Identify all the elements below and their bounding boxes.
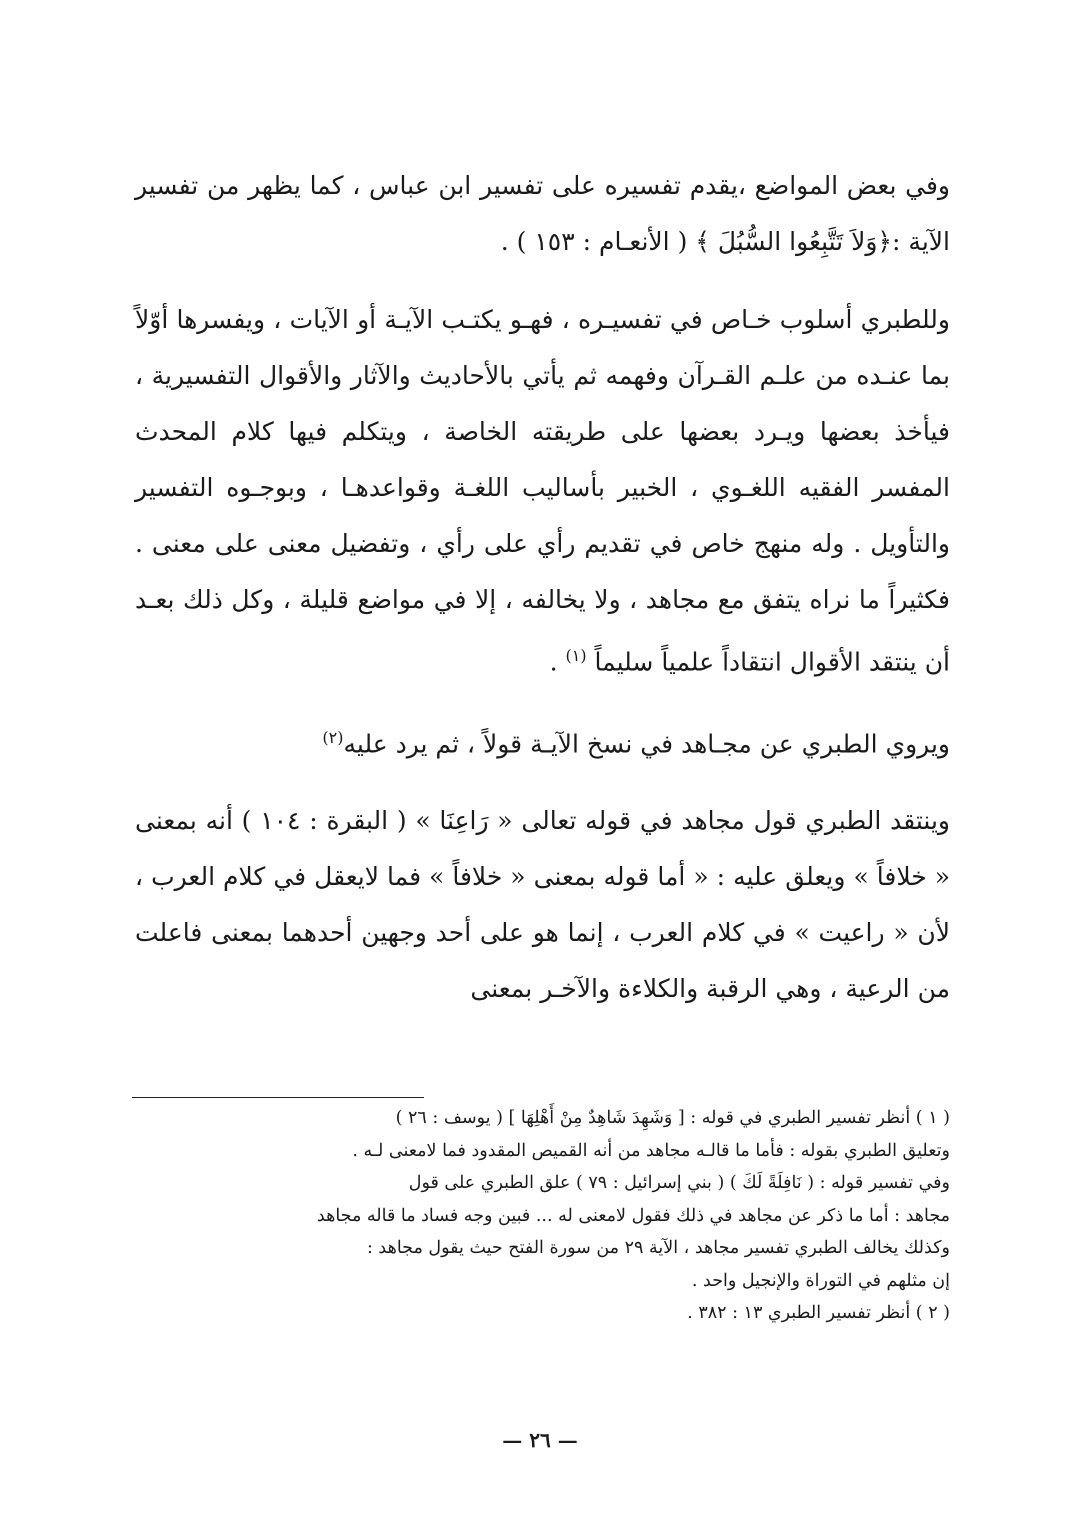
footnote-line: وكذلك يخالف الطبري تفسير مجاهد ، الآية ٢٩ من سورة الفتح حيث يقول مجاهد : (366, 1238, 950, 1258)
paragraph-3 (135, 710, 950, 772)
footnote-divider (132, 1097, 424, 1098)
footnote-line: ( ١ ) أنظر تفسير الطبري في قوله : [ وَشَهِدَ شَاهِدٌ مِنْ أَهْلِهَا ] ( يوسف : ٢٦ ) (395, 1108, 950, 1128)
paragraph-2-end: . (549, 647, 566, 677)
footnote-ref-1: (١) (565, 646, 587, 665)
footnote-line: وفي تفسير قوله : ( نَافِلَةً لَكَ ) ( بني إسرائيل : ٧٩ ) علق الطبري على قول (408, 1173, 950, 1193)
main-text (135, 158, 950, 1037)
paragraph-2 (135, 292, 950, 690)
footnotes (135, 1102, 950, 1330)
footnote-line: إن مثلهم في التوراة والإنجيل واحد . (691, 1270, 950, 1291)
paragraph-3-text: ويروي الطبري عن مجـاهد في نسخ الآيـة قولاً ، ثم يرد عليه (343, 729, 950, 759)
footnote-line: وتعليق الطبري بقوله : فأما ما قالـه مجاهد من أنه القميص المقدود فما لامعنى لـه . (352, 1140, 950, 1161)
paragraph-4: وينتقد الطبري قول مجاهد في قوله تعالى « رَاعِنَا » ( البقرة : ١٠٤ ) أنه بمعنى « خلافاً » ويعلق عليه : « أما قوله بمعنى « خلافاً » فما لايعقل في كلام العرب ، لأن « راعيت » في كلام العرب ، إنما هو على أحد وجهين أحدهما بمعنى فاعلت من الرعية ، وهي الرقبة والكلاءة والآخـر بمعنى (135, 805, 950, 1003)
paragraph-2-text: وللطبري أسلوب خـاص في تفسيـره ، فهـو يكتـب الآيـة أو الآيات ، ويفسرها أوّلاً بما عنـده من علـم القـرآن وفهمه ثم يأتي بالأحاديث والآثار والأقوال التفسيرية ، فيأخذ بعضها ويـرد بعضها على طريقته الخاصة ، ويتكلم فيها كلام المحدث المفسر الفقيه اللغـوي ، الخبير بأساليب اللغـة وقواعدهـا ، وبوجـوه التفسير والتأويل . وله منهج خاص في تقديم رأي على رأي ، وتفضيل معنى على معنى . فكثيراً ما نراه يتفق مع مجاهد ، ولا يخالفه ، إلا في مواضع قليلة ، وكل ذلك بعـد أن ينتقد الأقوال انتقاداً علمياً سليماً (135, 305, 950, 677)
footnote-ref-2: (٢) (322, 728, 344, 748)
paragraph-1: وفي بعض المواضع ،يقدم تفسيره على تفسير ابن عباس ، كما يظهر من تفسير الآية :﴿وَلاَ تَتَّبِعُوا السُّبُلَ ﴾ ( الأنعـام : ١٥٣ ) . (135, 171, 950, 256)
page-number: — ٢٦ — (502, 1428, 578, 1452)
footnote-line: مجاهد : أما ما ذكر عن مجاهد في ذلك فقول لامعنى له ... فبين وجه فساد ما قاله مجاهد (316, 1205, 950, 1226)
footnote-line: ( ٢ ) أنظر تفسير الطبري ١٣ : ٣٨٢ . (687, 1303, 950, 1323)
